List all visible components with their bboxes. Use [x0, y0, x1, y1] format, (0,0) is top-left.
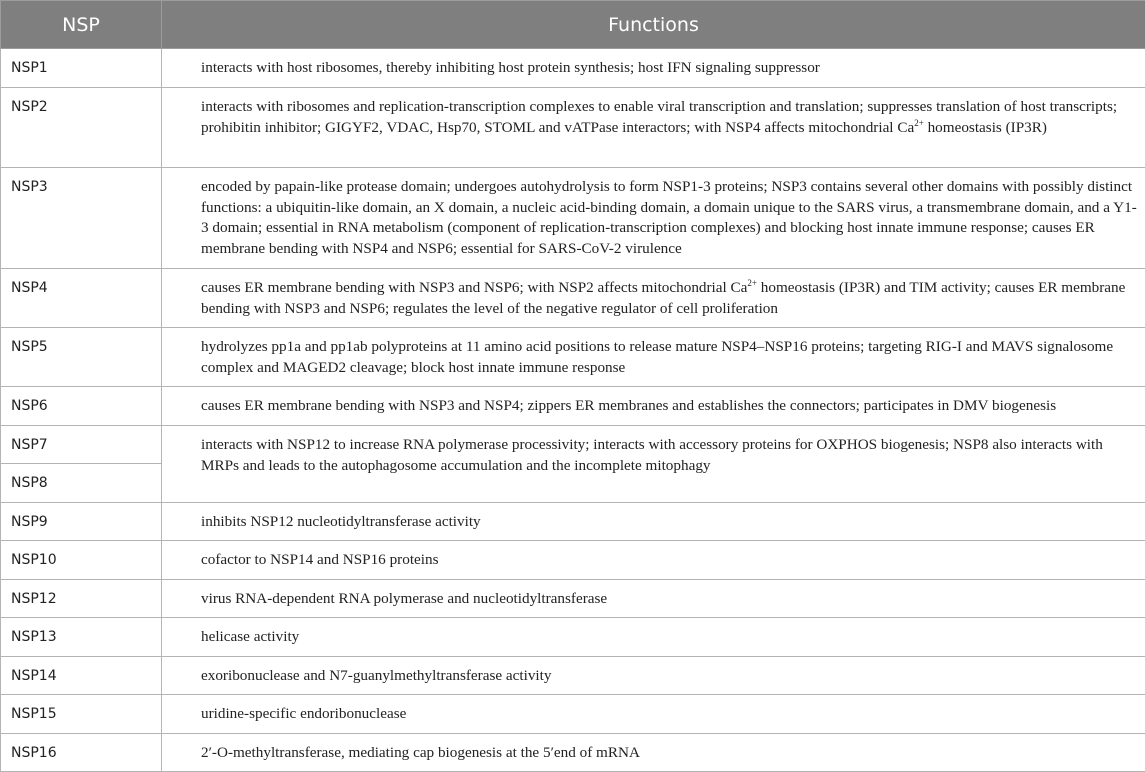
header-row: [1, 1, 1145, 49]
function-cell: causes ER membrane bending with NSP3 and NSP4; zippers ER membranes and establishes the connectors; participates in DMV biogenesis: [162, 387, 1145, 426]
table-row: [1, 618, 1145, 657]
table-row: [1, 657, 1145, 695]
function-cell: interacts with NSP12 to increase RNA polymerase processivity; interacts with accessory proteins for OXPHOS biogenesis; NSP8 also interacts with MRPs and leads to the autophagosome accumulation and the incomplete mitophagy: [162, 426, 1145, 503]
function-cell: [162, 88, 1145, 168]
function-text: homeostasis (IP3R) and TIM activity; causes ER membrane bending with NSP3 and NSP6; regulates the level of the negative regulator of cell proliferation: [201, 279, 1125, 317]
nsp-cell: NSP3: [1, 168, 162, 269]
table-row: [1, 580, 1145, 618]
function-cell: hydrolyzes pp1a and pp1ab polyproteins at 11 amino acid positions to release mature NSP4–NSP16 proteins; targeting RIG-I and MAVS signalosome complex and MAGED2 cleavage; block host innate immune response: [162, 328, 1145, 387]
function-cell: exoribonuclease and N7-guanylmethyltransferase activity: [162, 657, 1145, 695]
nsp-cell: NSP15: [1, 695, 162, 734]
nsp-cell: NSP1: [1, 49, 162, 88]
header-nsp: NSP: [1, 1, 162, 49]
function-cell: helicase activity: [162, 618, 1145, 657]
function-cell: interacts with host ribosomes, thereby inhibiting host protein synthesis; host IFN signaling suppressor: [162, 49, 1145, 88]
table-row: [1, 49, 1145, 88]
table-row: [1, 426, 1145, 464]
nsp-cell: NSP2: [1, 88, 162, 168]
nsp-cell: NSP8: [1, 464, 162, 503]
function-cell: [162, 269, 1145, 328]
table-row: [1, 328, 1145, 387]
function-text: homeostasis (IP3R): [924, 119, 1047, 136]
table-body: [1, 49, 1145, 772]
function-text: interacts with ribosomes and replication-transcription complexes to enable viral transcription and translation; suppresses translation of host transcripts; prohibitin inhibitor; GIGYF2, VDAC, Hsp70, STOML and vATPase interactors; with NSP4 affects mitochondrial Ca: [201, 98, 1117, 136]
function-text: causes ER membrane bending with NSP3 and NSP6; with NSP2 affects mitochondrial Ca: [201, 279, 747, 296]
table-row: [1, 387, 1145, 426]
function-cell: inhibits NSP12 nucleotidyltransferase activity: [162, 503, 1145, 541]
nsp-cell: NSP7: [1, 426, 162, 464]
nsp-cell: NSP5: [1, 328, 162, 387]
nsp-cell: NSP10: [1, 541, 162, 580]
table-row: [1, 269, 1145, 328]
nsp-cell: NSP12: [1, 580, 162, 618]
table-header: [1, 1, 1145, 49]
header-functions: Functions: [162, 1, 1145, 49]
table-row: [1, 541, 1145, 580]
nsp-cell: NSP13: [1, 618, 162, 657]
function-cell: uridine-specific endoribonuclease: [162, 695, 1145, 734]
nsp-cell: NSP6: [1, 387, 162, 426]
nsp-cell: NSP14: [1, 657, 162, 695]
table-row: [1, 503, 1145, 541]
nsp-cell: NSP16: [1, 734, 162, 772]
function-cell: 2′-O-methyltransferase, mediating cap biogenesis at the 5′end of mRNA: [162, 734, 1145, 772]
function-cell: cofactor to NSP14 and NSP16 proteins: [162, 541, 1145, 580]
nsp-cell: NSP9: [1, 503, 162, 541]
function-cell: encoded by papain-like protease domain; undergoes autohydrolysis to form NSP1-3 proteins; NSP3 contains several other domains with possibly distinct functions: a ubiquitin-like domain, an X domain, a nucleic acid-binding domain, a domain unique to the SARS virus, a transmembrane domain, and a Y1-3 domain; essential in RNA metabolism (component of replication-transcription complexes) and blocking host innate immune response; causes ER membrane bending with NSP4 and NSP6; essential for SARS-CoV-2 virulence: [162, 168, 1145, 269]
superscript: 2+: [914, 117, 924, 127]
table-row: [1, 734, 1145, 772]
table-row: [1, 88, 1145, 168]
table-row: [1, 168, 1145, 269]
table-row: [1, 695, 1145, 734]
nsp-cell: NSP4: [1, 269, 162, 328]
function-cell: virus RNA-dependent RNA polymerase and nucleotidyltransferase: [162, 580, 1145, 618]
superscript: 2+: [747, 278, 757, 288]
